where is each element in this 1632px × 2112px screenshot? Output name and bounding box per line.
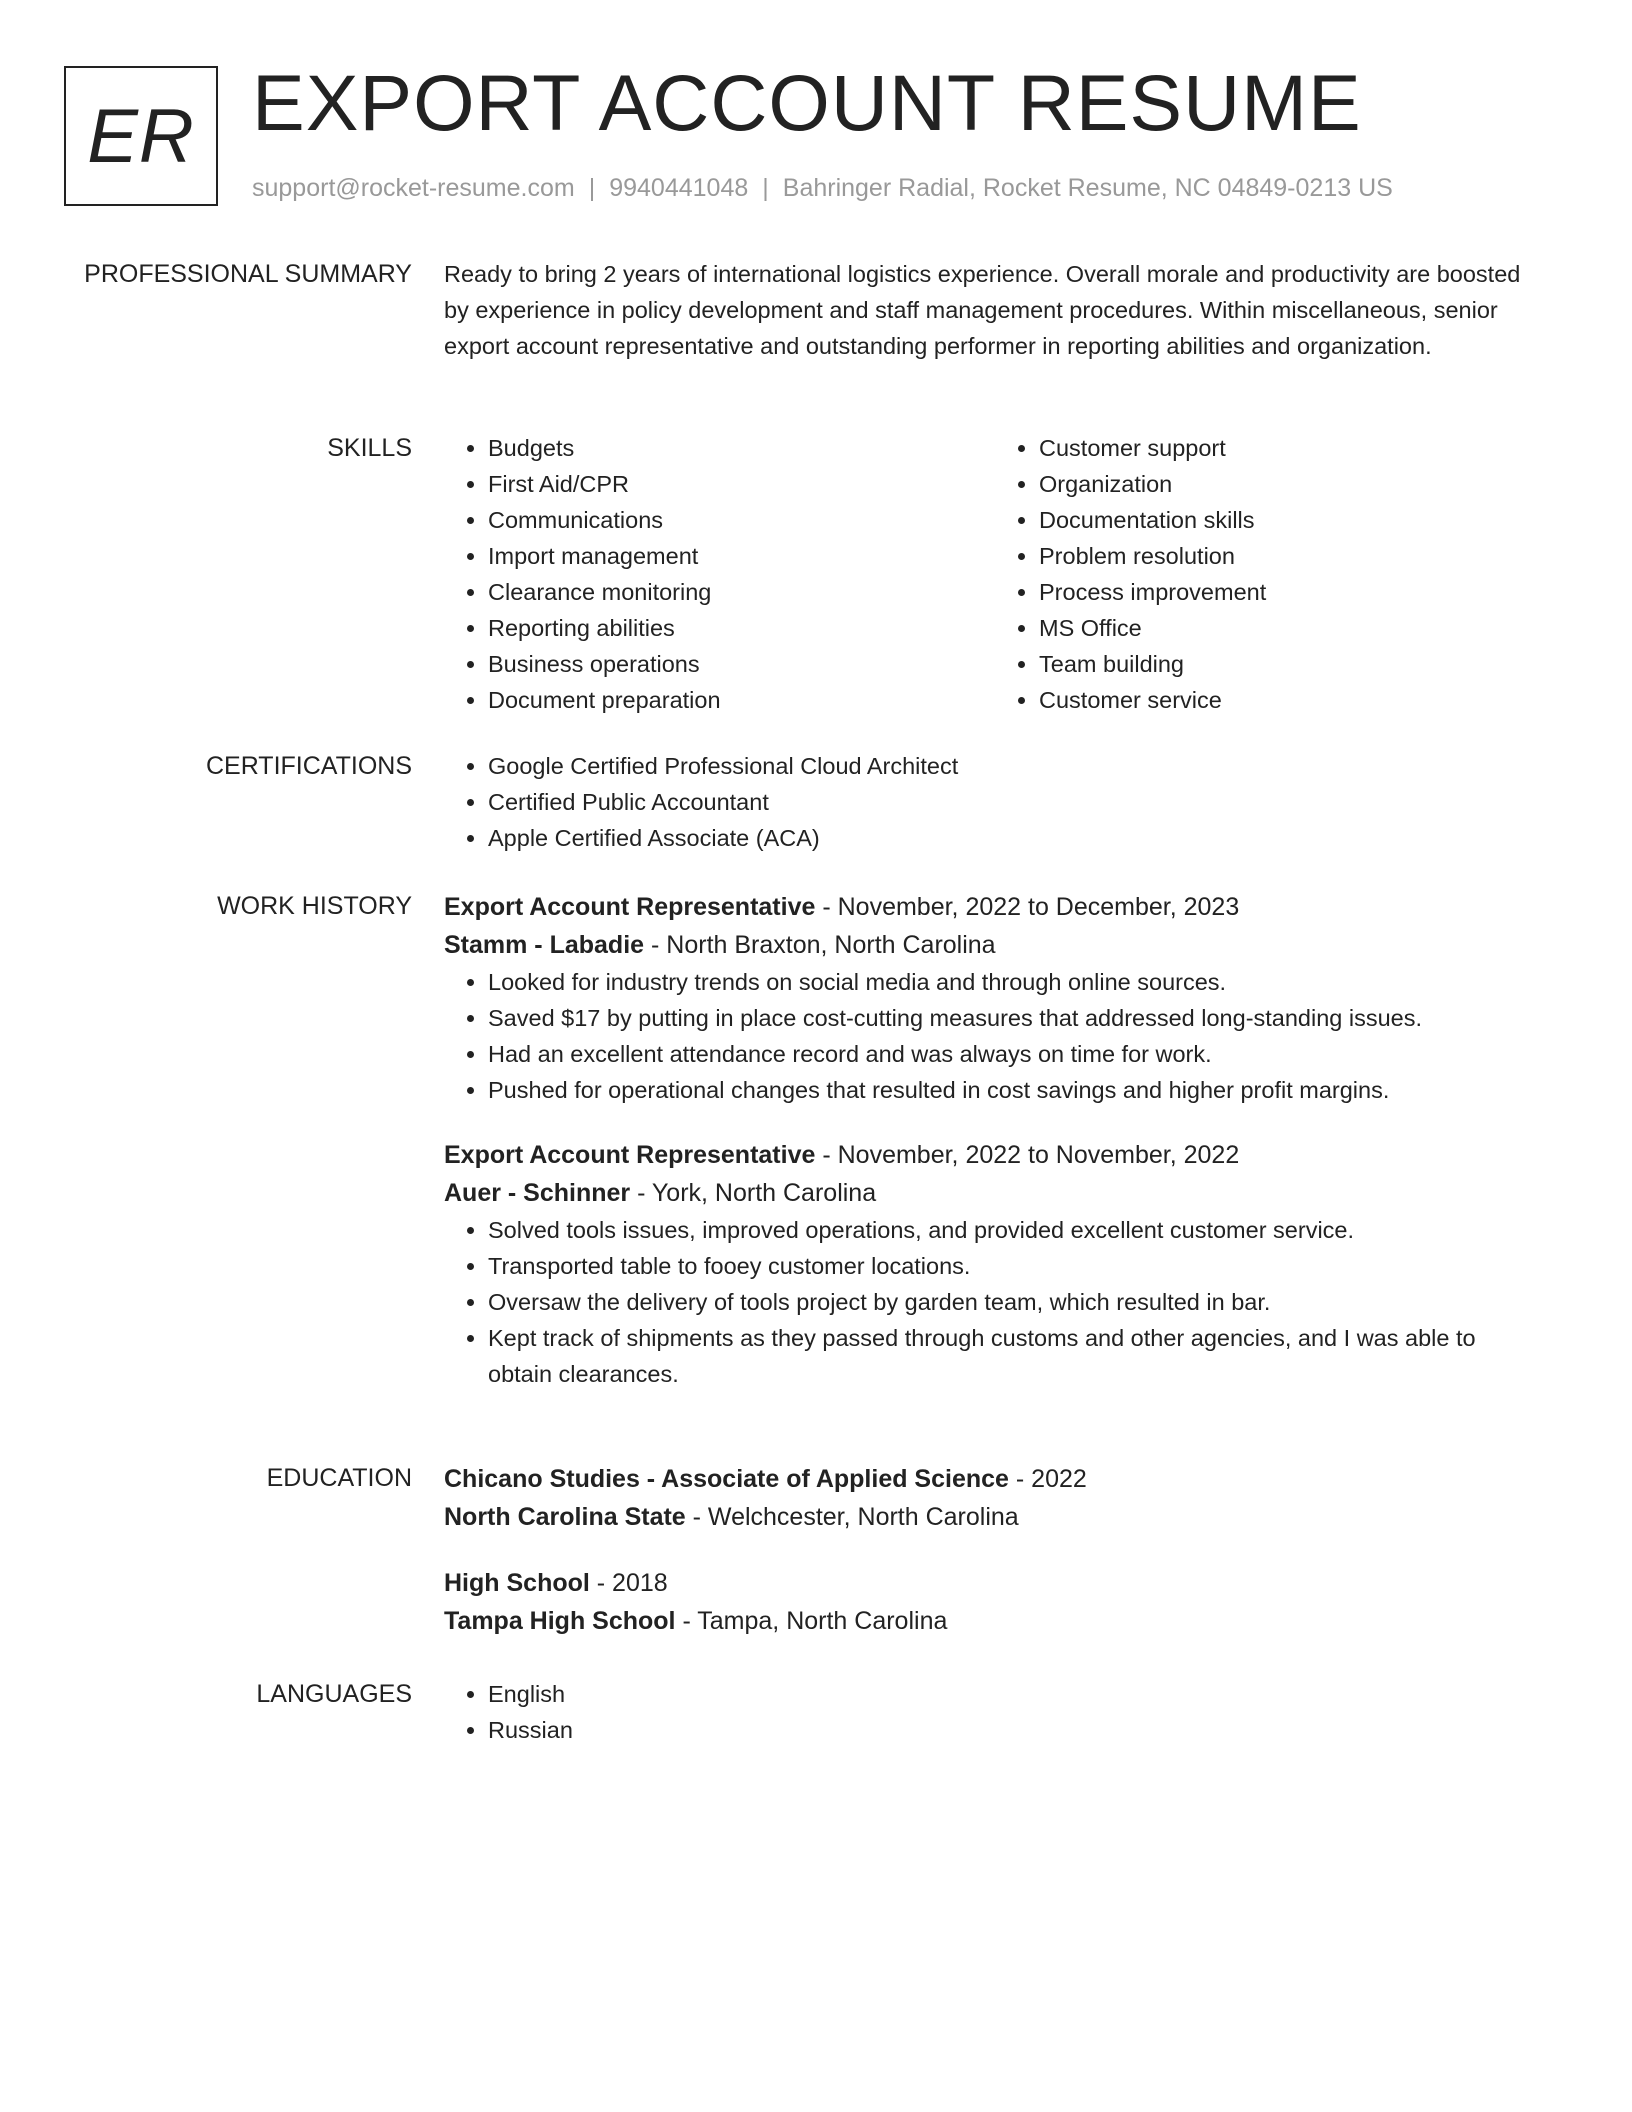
job-duties-list <box>444 1212 1546 1392</box>
skills-list-right <box>995 430 1546 718</box>
job-duties-list <box>444 964 1546 1108</box>
skill-item: • Business operations <box>488 646 995 682</box>
certifications-list <box>444 748 1546 856</box>
section-heading: EDUCATION <box>266 1464 412 1492</box>
education-location: - Welchcester, North Carolina <box>685 1503 1019 1531</box>
education-school: Tampa High School <box>444 1607 676 1635</box>
certification-item: • Certified Public Accountant <box>488 784 1546 820</box>
job-duty: • Solved tools issues, improved operations, and provided excellent customer service. <box>488 1212 1546 1248</box>
job-company: Stamm - Labadie <box>444 931 645 959</box>
certifications-body <box>444 748 1546 856</box>
skill-item: • Organization <box>1039 466 1546 502</box>
job-company: Auer - Schinner <box>444 1179 631 1207</box>
job-duty: • Saved $17 by putting in place cost-cutting measures that addressed long-standing issues. <box>488 1000 1546 1036</box>
contact-separator: | <box>588 174 596 202</box>
contact-separator: | <box>762 174 769 202</box>
job-entry <box>444 1136 1546 1392</box>
skill-item: • First Aid/CPR <box>488 466 995 502</box>
certification-item: • Google Certified Professional Cloud Architect <box>488 748 1546 784</box>
language-item: • English <box>488 1676 1546 1712</box>
skill-item: • Problem resolution <box>1039 538 1546 574</box>
job-duty: • Oversaw the delivery of tools project by garden team, which resulted in bar. <box>488 1284 1546 1320</box>
job-title-line <box>444 1136 1546 1174</box>
education-degree: High School <box>444 1569 590 1597</box>
education-school-line <box>444 1498 1546 1536</box>
skill-item: • Communications <box>488 502 995 538</box>
skill-item: • Customer service <box>1039 682 1546 718</box>
job-title: Export Account Representative <box>444 1141 816 1169</box>
education-school-line <box>444 1602 1546 1640</box>
education-degree-line <box>444 1564 1546 1602</box>
contact-email: support@rocket-resume.com <box>252 174 575 202</box>
job-location: - York, North Carolina <box>630 1179 877 1207</box>
job-dates: - November, 2022 to November, 2022 <box>815 1141 1240 1169</box>
language-item: • Russian <box>488 1712 1546 1748</box>
skill-item: • Document preparation <box>488 682 995 718</box>
education-school: North Carolina State <box>444 1503 686 1531</box>
section-heading: PROFESSIONAL SUMMARY <box>84 260 412 288</box>
skills-columns <box>444 430 1546 718</box>
section-heading: SKILLS <box>327 434 412 462</box>
skill-item: • Reporting abilities <box>488 610 995 646</box>
skill-item: • Budgets <box>488 430 995 466</box>
skill-item: • Clearance monitoring <box>488 574 995 610</box>
contact-phone: 9940441048 <box>609 174 749 202</box>
job-duty: • Looked for industry trends on social media and through online sources. <box>488 964 1546 1000</box>
monogram-logo: ER <box>64 66 218 206</box>
education-location: - Tampa, North Carolina <box>675 1607 948 1635</box>
education-year: - 2018 <box>589 1569 668 1597</box>
section-heading: CERTIFICATIONS <box>205 752 412 780</box>
summary-text: Ready to bring 2 years of international logistics experience. Overall morale and productivity are boosted by experience in policy development and staff management procedures. Within miscellaneous, senior export account representative and outstanding performer in reporting abilities and organization. <box>444 261 1521 359</box>
contact-line <box>252 174 1393 203</box>
skill-item: • MS Office <box>1039 610 1546 646</box>
skill-item: • Documentation skills <box>1039 502 1546 538</box>
education-entry <box>444 1564 1546 1640</box>
contact-address: Bahringer Radial, Rocket Resume, NC 04849-0213 US <box>782 174 1393 202</box>
education-entry <box>444 1460 1546 1536</box>
job-company-line <box>444 926 1546 964</box>
job-dates: - November, 2022 to December, 2023 <box>815 893 1240 921</box>
job-title: Export Account Representative <box>444 893 816 921</box>
skill-item: • Import management <box>488 538 995 574</box>
section-heading: LANGUAGES <box>256 1680 412 1708</box>
section-heading: WORK HISTORY <box>217 892 412 920</box>
skill-item: • Process improvement <box>1039 574 1546 610</box>
work-history-body <box>444 888 1546 1392</box>
job-duty: • Had an excellent attendance record and was always on time for work. <box>488 1036 1546 1072</box>
resume-title: EXPORT ACCOUNT RESUME <box>252 58 1362 147</box>
skill-item: • Customer support <box>1039 430 1546 466</box>
job-duty: • Transported table to fooey customer locations. <box>488 1248 1546 1284</box>
job-duty: • Pushed for operational changes that resulted in cost savings and higher profit margins. <box>488 1072 1546 1108</box>
education-year: - 2022 <box>1008 1465 1087 1493</box>
languages-body <box>444 1676 1546 1748</box>
education-degree: Chicano Studies - Associate of Applied Science <box>444 1465 1009 1493</box>
job-location: - North Braxton, North Carolina <box>644 931 996 959</box>
job-company-line <box>444 1174 1546 1212</box>
job-entry <box>444 888 1546 1108</box>
languages-list <box>444 1676 1546 1748</box>
job-duty: • Kept track of shipments as they passed through customs and other agencies, and I was able to obtain clearances. <box>488 1320 1546 1392</box>
education-body <box>444 1460 1546 1640</box>
certification-item: • Apple Certified Associate (ACA) <box>488 820 1546 856</box>
skill-item: • Team building <box>1039 646 1546 682</box>
job-title-line <box>444 888 1546 926</box>
education-degree-line <box>444 1460 1546 1498</box>
skills-list-left <box>444 430 995 718</box>
